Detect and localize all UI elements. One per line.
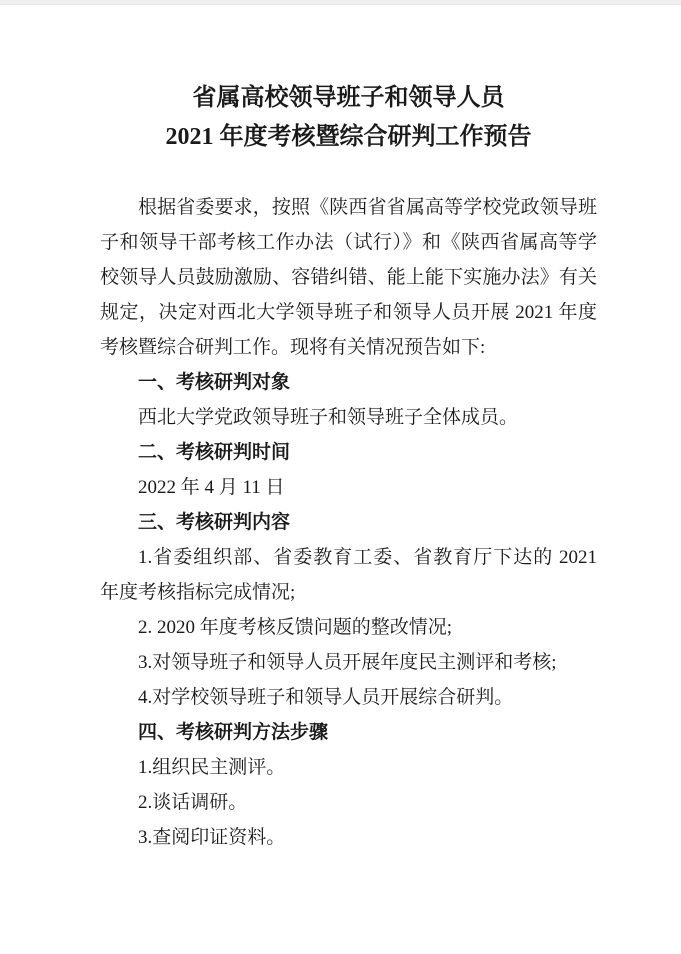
section-3-item-1: 1.省委组织部、省委教育工委、省教育厅下达的 2021 年度考核指标完成情况;	[100, 547, 597, 603]
document-title-line-1: 省属高校领导班子和领导人员	[192, 85, 505, 111]
section-2-body: 2022 年 4 月 11 日	[138, 477, 285, 498]
section-heading-4: 四、考核研判方法步骤	[138, 722, 329, 743]
document-page	[0, 5, 681, 895]
section-4-item-3: 3.查阅印证资料。	[138, 827, 286, 848]
document-title	[100, 79, 597, 157]
section-3-item-3: 3.对领导班子和领导人员开展年度民主测评和考核;	[138, 652, 557, 673]
section-heading-1: 一、考核研判对象	[138, 372, 291, 393]
section-4-item-2: 2.谈话调研。	[138, 792, 248, 813]
section-1-body: 西北大学党政领导班子和领导班子全体成员。	[138, 407, 519, 428]
section-3-item-4: 4.对学校领导班子和领导人员开展综合研判。	[138, 687, 514, 708]
section-heading-3: 三、考核研判内容	[138, 512, 291, 533]
document-title-line-2: 2021 年度考核暨综合研判工作预告	[165, 124, 532, 150]
section-heading-2: 二、考核研判时间	[138, 442, 291, 463]
section-3-item-2: 2. 2020 年度考核反馈问题的整改情况;	[138, 617, 453, 638]
section-4-item-1: 1.组织民主测评。	[138, 757, 286, 778]
intro-paragraph: 根据省委要求，按照《陕西省省属高等学校党政领导班子和领导干部考核工作办法（试行）》和《陕西省属高等学校领导人员鼓励激励、容错纠错、能上能下实施办法》有关规定，决定对西北大学领导班子和领导人员开展 2021 年度考核暨综合研判工作。现将有关情况预告如下:	[100, 197, 597, 358]
